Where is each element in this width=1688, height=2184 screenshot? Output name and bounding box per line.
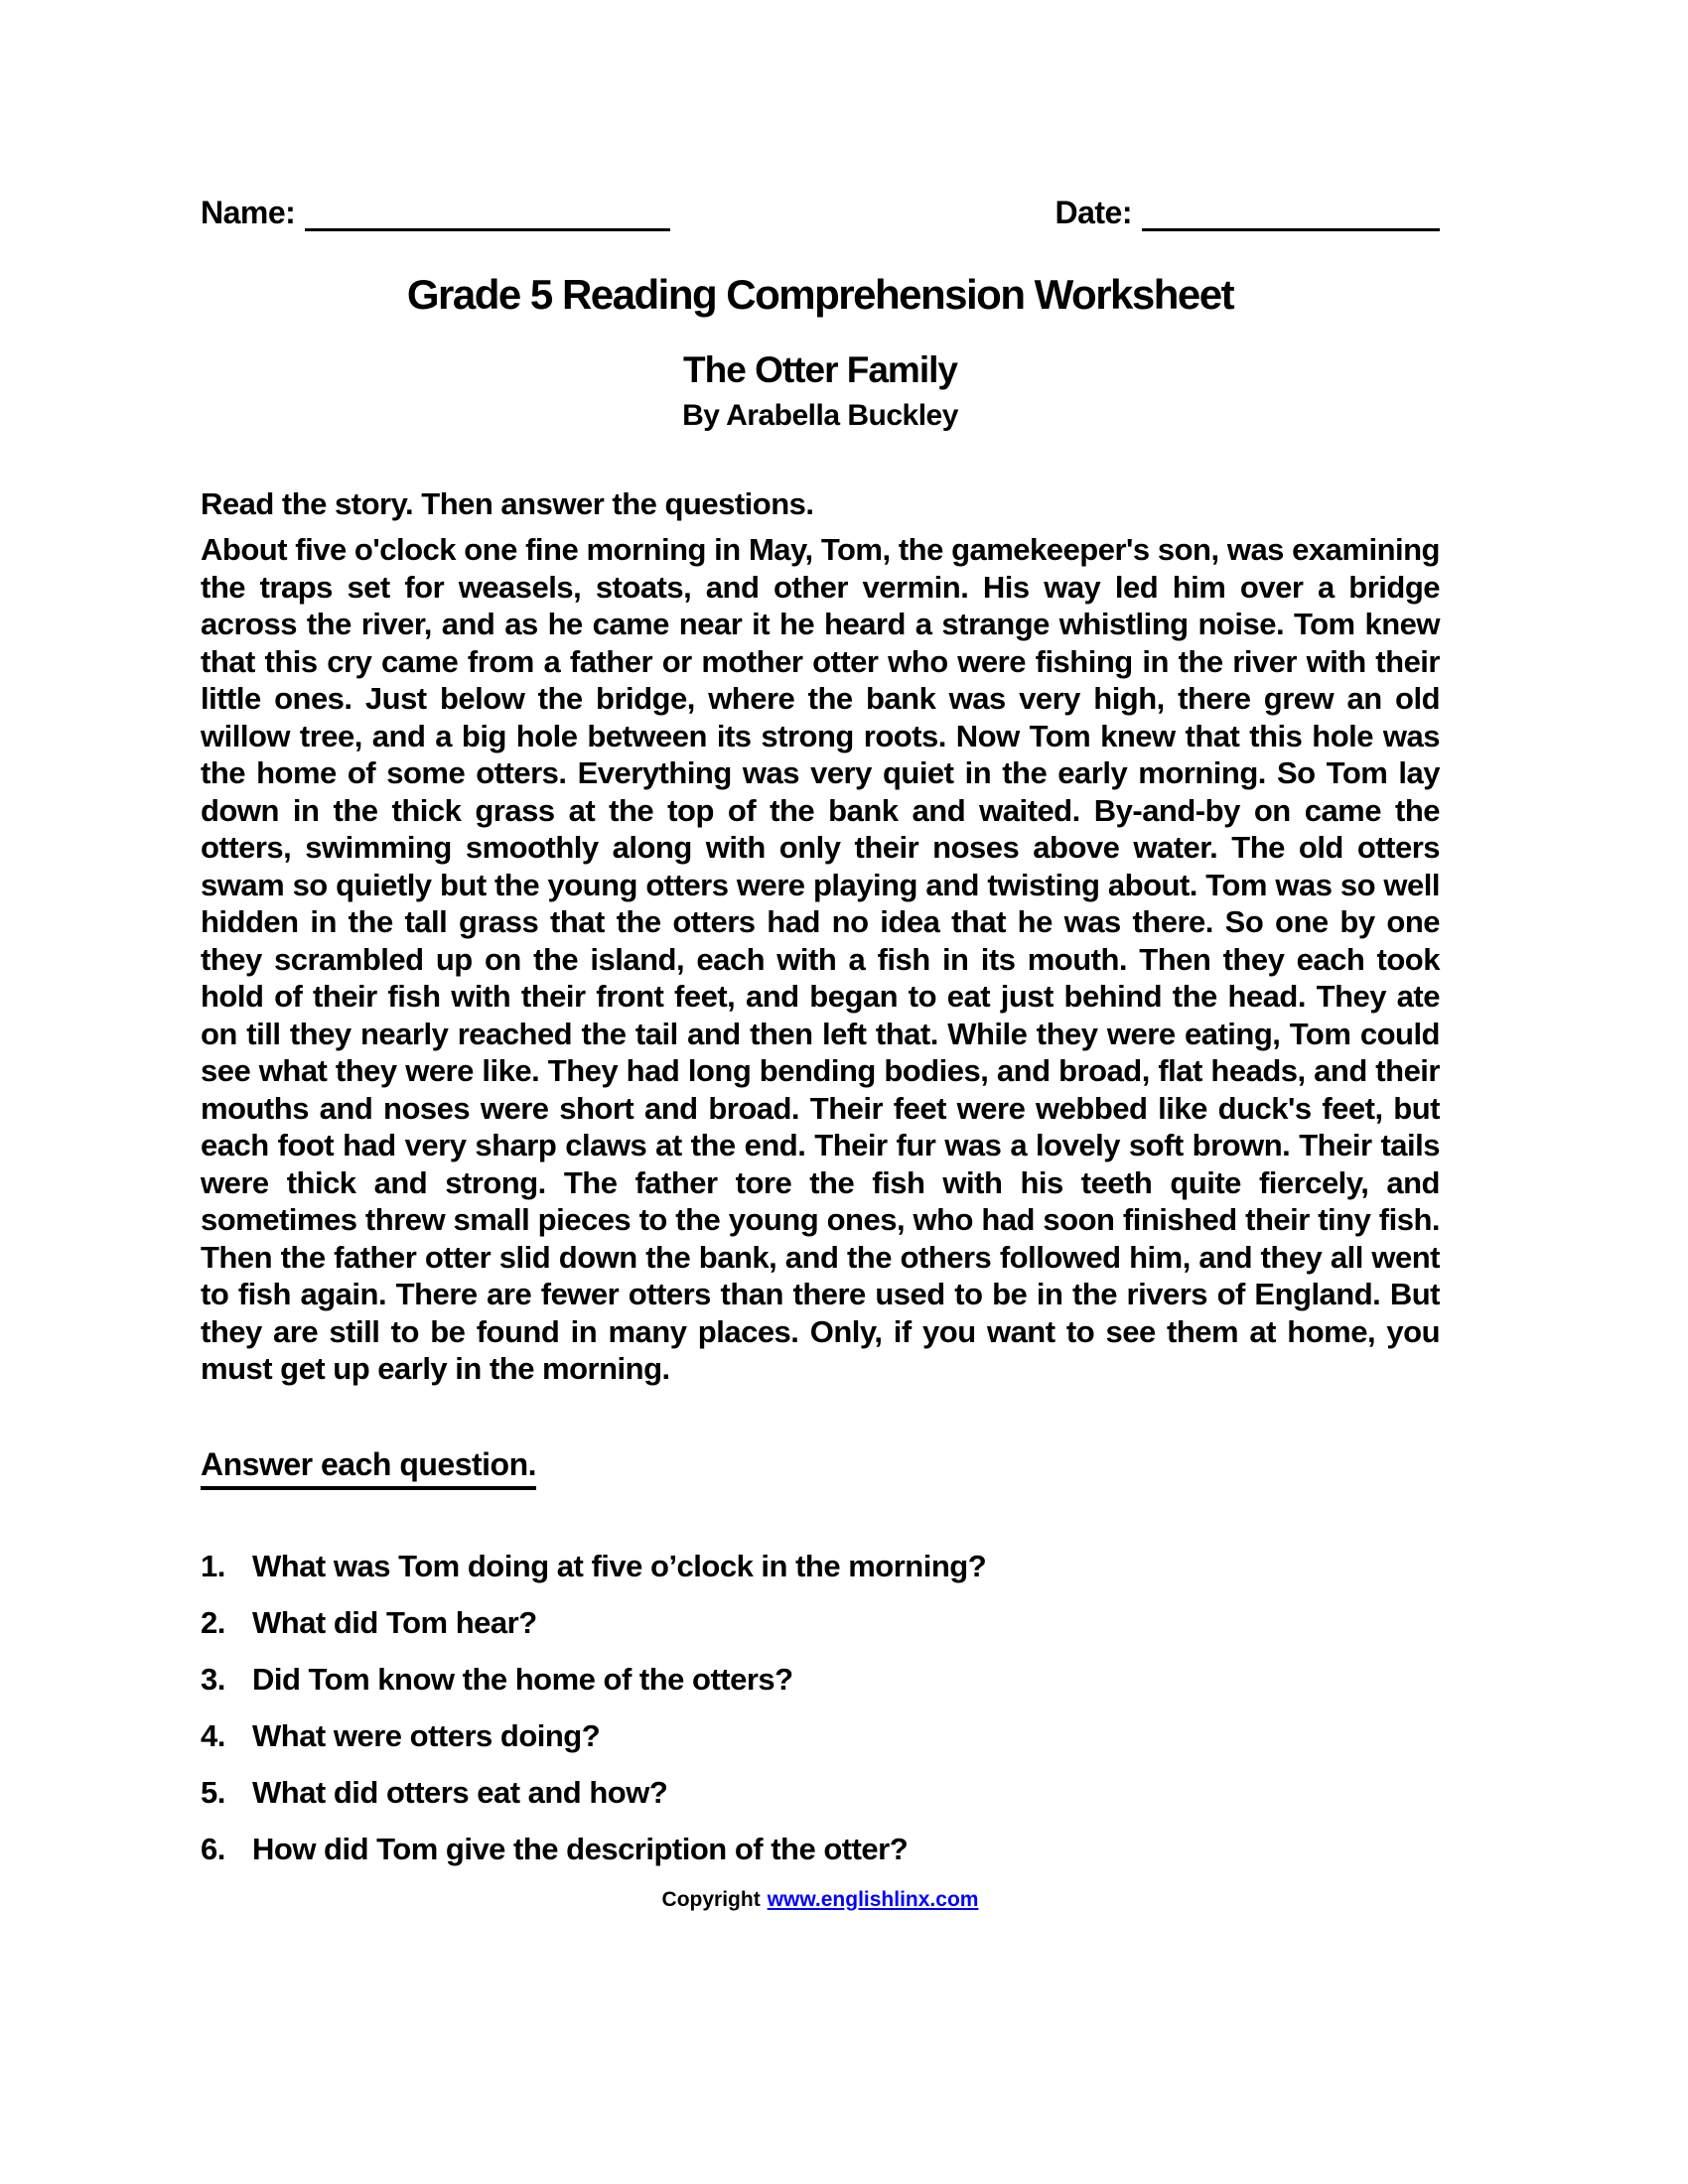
question-text: What did Tom hear? <box>252 1604 537 1640</box>
question-item-5 <box>201 1774 1440 1812</box>
question-item-3 <box>201 1661 1440 1699</box>
question-number: 3. <box>201 1661 225 1697</box>
questions-list <box>201 1548 1440 1868</box>
question-number: 2. <box>201 1604 225 1640</box>
question-text: What were otters doing? <box>252 1717 601 1753</box>
story-instructions: Read the story. Then answer the questions. <box>201 486 814 521</box>
question-text: How did Tom give the description of the otter? <box>252 1831 909 1866</box>
worksheet-title: Grade 5 Reading Comprehension Worksheet <box>406 271 1234 318</box>
answer-section-heading: Answer each question. <box>201 1445 536 1490</box>
name-label: Name: <box>201 195 296 230</box>
question-number: 4. <box>201 1717 225 1753</box>
name-field-group <box>201 194 670 231</box>
story-title: The Otter Family <box>683 349 957 390</box>
question-item-4 <box>201 1717 1440 1755</box>
question-text: Did Tom know the home of the otters? <box>252 1661 793 1697</box>
question-text: What did otters eat and how? <box>252 1774 668 1810</box>
name-date-row <box>201 194 1440 231</box>
footer-copyright <box>201 1887 1440 1913</box>
question-number: 1. <box>201 1548 225 1583</box>
question-item-6 <box>201 1831 1440 1868</box>
copyright-link[interactable]: www.englishlinx.com <box>767 1887 979 1911</box>
question-item-2 <box>201 1604 1440 1642</box>
date-blank-line <box>1142 199 1440 231</box>
copyright-label: Copyright <box>661 1887 761 1911</box>
date-field-group <box>1055 194 1440 231</box>
question-number: 6. <box>201 1831 225 1866</box>
question-number: 5. <box>201 1774 225 1810</box>
date-label: Date: <box>1055 195 1132 230</box>
story-byline: By Arabella Buckley <box>682 399 958 432</box>
name-blank-line <box>305 199 670 231</box>
story-paragraph: About five o'clock one fine morning in May, Tom, the gamekeeper's son, was examining the traps set for weasels, stoats, and other vermin. His way led him over a bridge across the river, and as he came near it he heard a strange whistling noise. Tom knew that this cry came from a father or mother otter who were fishing in the river with their little ones. Just below the bridge, where the bank was very high, there grew an old willow tree, and a big hole between its strong roots. Now Tom knew that this hole was the home of some otters. Everything was very quiet in the early morning. So Tom lay down in the thick grass at the top of the bank and waited. By-and-by on came the otters, swimming smoothly along with only their noses above water. The old otters swam so quietly but the young otters were playing and twisting about. Tom was so well hidden in the tall grass that the otters had no idea that he was there. So one by one they scrambled up on the island, each with a fish in its mouth. Then they each took hold of their fish with their front feet, and began to eat just behind the head. They ate on till they nearly reached the tail and then left that. While they were eating, Tom could see what they were like. They had long bending bodies, and broad, flat heads, and their mouths and noses were short and broad. Their feet were webbed like duck's feet, but each foot had very sharp claws at the end. Their fur was a lovely soft brown. Their tails were thick and strong. The father tore the fish with his teeth quite fiercely, and sometimes threw small pieces to the young ones, who had soon finished their tiny fish. Then the father otter slid down the bank, and the others followed him, and they all went to fish again. There are fewer otters than there used to be in the rivers of England. But they are still to be found in many places. Only, if you want to see them at home, you must get up early in the morning. <box>201 532 1440 1386</box>
question-item-1 <box>201 1548 1440 1585</box>
question-text: What was Tom doing at five o’clock in the morning? <box>252 1548 987 1583</box>
